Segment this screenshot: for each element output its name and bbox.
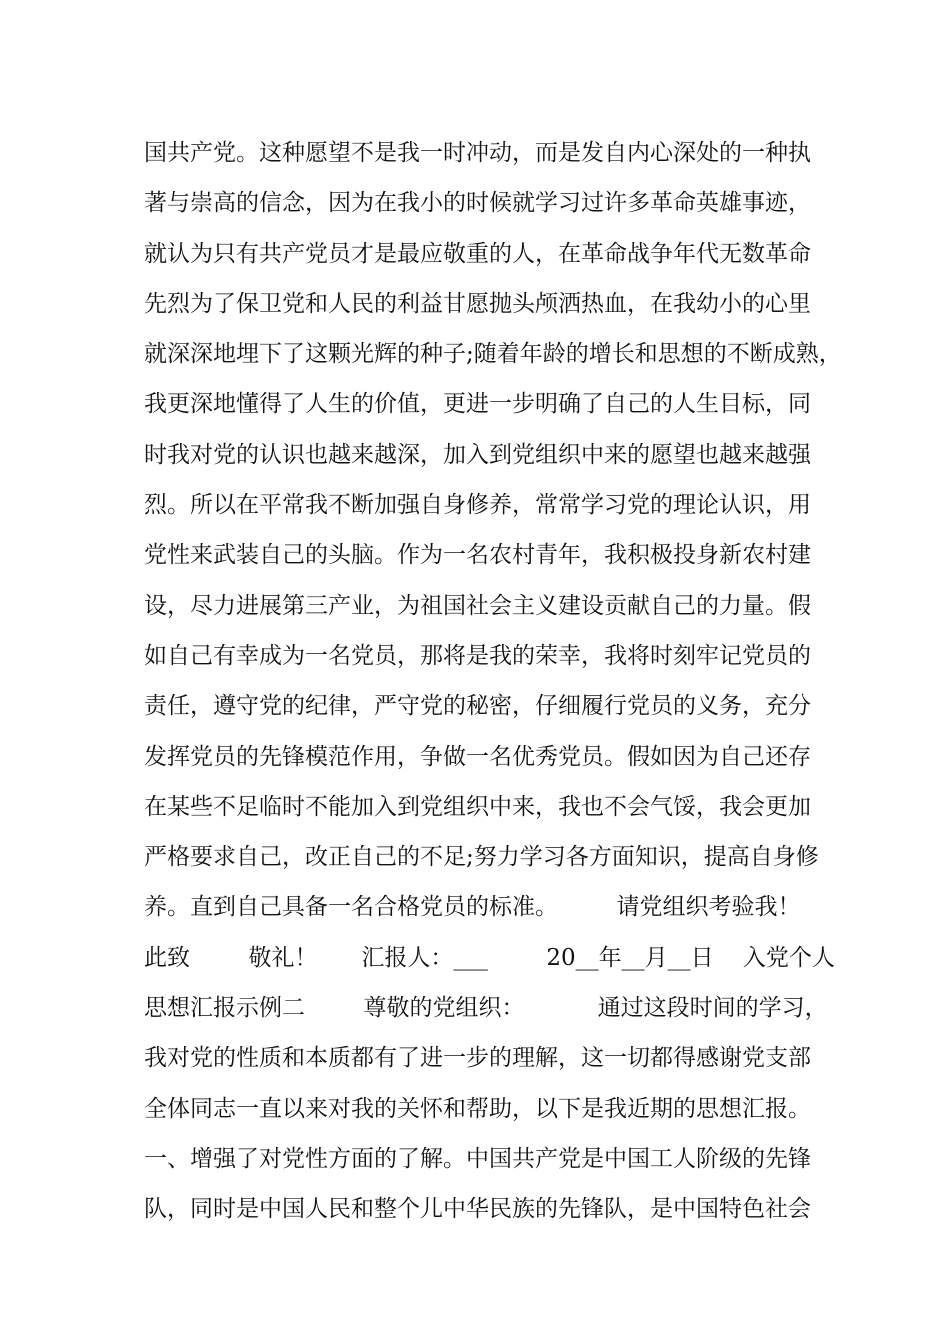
text-line-4: 先烈为了保卫党和人民的利益甘愿抛头颅洒热血，在我幼小的心里 — [144, 290, 811, 317]
text-line-18: 思想汇报示例二 尊敬的党组织： 通过这段时间的学习， — [144, 995, 828, 1022]
body-text — [144, 133, 842, 1240]
text-line-17: 此致 敬礼！ 汇报人：___ 20__年__月__日 入党个人 — [144, 944, 835, 971]
text-line-1: 国共产党。这种愿望不是我一时冲动，而是发自内心深处的一种执 — [144, 140, 811, 166]
text-line-14: 在某些不足临时不能加入到党组织中来，我也不会气馁，我会更加 — [144, 793, 811, 820]
text-line-10: 设，尽力进展第三产业，为祖国社会主义建设贡献自己的力量。假 — [144, 592, 811, 619]
text-line-11: 如自己有幸成为一名党员，那将是我的荣幸，我将时刻牢记党员的 — [144, 642, 811, 669]
text-line-6: 我更深地懂得了人生的价值，更进一步明确了自己的人生目标，同 — [144, 391, 811, 418]
text-line-9: 党性来武装自己的头脑。作为一名农村青年，我积极投身新农村建 — [144, 542, 811, 569]
text-line-12: 责任，遵守党的纪律，严守党的秘密，仔细履行党员的义务，充分 — [144, 693, 811, 720]
text-line-13: 发挥党员的先锋模范作用，争做一名优秀党员。假如因为自己还存 — [144, 743, 811, 770]
text-line-16: 养。直到自己具备一名合格党员的标准。 请党组织考验我！ — [144, 894, 801, 921]
text-line-20: 全体同志一直以来对我的关怀和帮助，以下是我近期的思想汇报。 — [144, 1095, 811, 1122]
text-line-3: 就认为只有共产党员才是最应敬重的人，在革命战争年代无数革命 — [144, 240, 811, 267]
text-line-21: 一、增强了对党性方面的了解。中国共产党是中国工人阶级的先锋 — [144, 1145, 811, 1172]
text-line-2: 著与崇高的信念，因为在我小的时候就学习过许多革命英雄事迹， — [144, 190, 811, 217]
text-line-5: 就深深地埋下了这颗光辉的种子;随着年龄的增长和思想的不断成熟， — [144, 341, 842, 368]
text-line-19: 我对党的性质和本质都有了进一步的理解，这一切都得感谢党支部 — [144, 1045, 811, 1072]
text-line-7: 时我对党的认识也越来越深，加入到党组织中来的愿望也越来越强 — [144, 441, 811, 468]
text-line-8: 烈。所以在平常我不断加强自身修养，常常学习党的理论认识，用 — [144, 492, 811, 519]
text-line-15: 严格要求自己，改正自己的不足;努力学习各方面知识，提高自身修 — [144, 844, 819, 871]
text-line-22: 队，同时是中国人民和整个儿中华民族的先锋队，是中国特色社会 — [144, 1196, 811, 1223]
